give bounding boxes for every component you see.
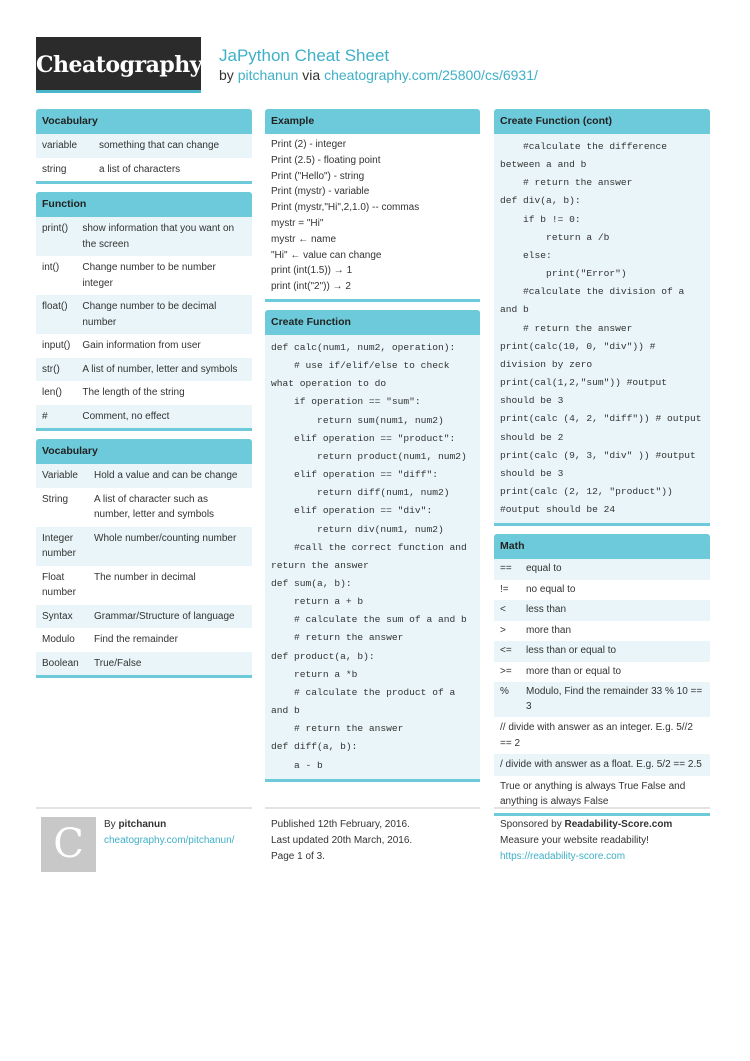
table-row [494,662,710,683]
example-line: print (int(1.5)) → 1 [271,265,353,277]
math-section [494,534,710,816]
example-line: Print (mystr,"Hi",2,1.0) -- commas [271,202,420,214]
code-line: #calculate the division of a [500,286,685,298]
note: / divide with answer as a float. E.g. 5/2 == 2.5 [494,754,710,776]
code-line: return product(num1, num2) [271,450,467,462]
example-line: "Hi" ← value can change [271,249,382,261]
vocabulary-section [36,109,252,184]
meaning: more than [526,624,572,636]
table-row [36,256,252,295]
term: # [36,405,76,429]
sponsor-info [500,817,672,865]
definition: Comment, no effect [76,405,252,429]
footer-sponsor [494,807,710,872]
table-row [494,580,710,601]
code-line: def product(a, b): [271,650,375,662]
code-line: a - b [271,759,323,771]
example-list [265,134,480,299]
meaning: more than or equal to [526,665,622,677]
code-line: else: [500,249,552,261]
code-line: and b [271,705,300,717]
column-2 [265,109,480,790]
example-line: mystr = "Hi" [271,217,324,229]
table-row [36,527,252,566]
code-line: if b != 0: [500,213,581,225]
by-label: by [219,67,234,83]
term: Syntax [36,605,88,629]
footer-dates [265,807,480,872]
vocabulary-table-2 [36,464,252,675]
function-table [36,217,252,428]
table-row [494,600,710,621]
code-line: return diff(num1, num2) [271,487,450,499]
table-row [36,295,252,334]
table-row [36,652,252,676]
note: True or anything is always True False and anything is always False [500,780,686,808]
code-line: between a and b [500,159,587,171]
definition: A list of character such as number, letter and symbols [94,493,215,520]
code-line: # return the answer [500,322,633,334]
meaning: equal to [520,559,710,580]
term: print() [36,217,76,256]
table-row [494,717,710,754]
term: Float number [42,571,76,598]
sheet-url-link[interactable]: cheatography.com/25800/cs/6931/ [324,67,538,83]
updated-date: Last updated 20th March, 2016. [271,835,413,846]
operator: < [494,600,520,621]
create-function-section [265,310,480,782]
sponsor-tagline: Measure your website readability! [500,835,649,846]
code-line: #calculate the difference [500,141,667,152]
code-line: #output should be 24 [500,504,616,516]
code-line: print(calc (9, 3, "div" )) #output [500,449,696,461]
note: // divide with answer as an integer. E.g. 5//2 == 2 [500,722,693,749]
table-row [494,559,710,580]
sponsor-name[interactable]: Readability-Score.com [564,819,673,830]
definition: The number in decimal [94,571,196,583]
table-row [494,621,710,642]
definition: The length of the string [82,387,185,398]
code-line: elif operation == "diff": [271,469,438,481]
publish-info [271,817,412,865]
table-row [36,464,252,488]
table-row [494,682,710,717]
code-block [265,335,480,779]
table-row [36,381,252,405]
code-line: # return the answer [500,177,633,189]
section-header: Create Function (cont) [494,109,710,134]
code-line: print(calc(10, 0, "div")) # [500,340,656,352]
code-line: should be 2 [500,431,564,443]
example-line: Print ("Hello") - string [271,170,365,182]
code-line: return a + b [271,596,364,608]
definition: A list of number, letter and symbols [76,358,252,382]
code-line: and b [500,304,529,316]
via-label: via [302,67,321,83]
code-line: print(calc (4, 2, "diff")) # output [500,413,702,425]
create-function-cont-section [494,109,710,526]
published-date: Published 12th February, 2016. [271,819,410,830]
definition: True/False [88,652,252,676]
table-row [36,334,252,358]
operator: != [500,583,509,595]
code-block [494,134,710,523]
math-table [494,559,710,813]
table-row [36,566,252,605]
code-line: # calculate the product of a [271,686,456,698]
code-line: def sum(a, b): [271,578,352,589]
page-title: JaPython Cheat Sheet [219,46,390,65]
function-section [36,192,252,431]
table-row [36,488,252,527]
term: string [42,163,67,175]
definition: Whole number/counting number [88,527,252,566]
code-line: print("Error") [500,268,627,280]
term: float() [36,295,76,334]
code-line: if operation == "sum": [271,396,421,408]
definition: a list of characters [99,163,181,175]
sponsor-link[interactable]: https://readability-score.com [500,851,626,862]
code-line: should be 3 [500,467,564,479]
code-line: print(calc (2, 12, "product")) [500,485,673,497]
section-header: Example [265,109,480,134]
code-line: what operation to do [271,378,387,390]
section-header: Create Function [265,310,480,335]
code-line: return a /b [500,231,610,243]
table-row [36,405,252,429]
term: String [42,493,69,505]
byline [219,67,538,83]
code-line: def calc(num1, num2, operation): [271,341,456,353]
by-label: By [104,819,116,830]
code-line: return a *b [271,668,358,680]
meaning: no equal to [526,583,576,595]
example-line: Print (mystr) - variable [271,186,370,198]
code-line: division by zero [500,358,593,370]
definition: Change number to be number integer [82,262,216,289]
term: input() [42,340,71,351]
example-line: mystr ← name [271,233,337,245]
example-line: print (int("2")) → 2 [271,281,351,293]
cheatography-logo[interactable]: Cheatography [36,37,201,93]
definition: Change number to be decimal number [76,295,252,334]
table-row [494,641,710,662]
code-line: # use if/elif/else to check [271,360,450,372]
definition: Gain information from user [82,340,201,351]
code-line: return sum(num1, num2) [271,414,444,426]
code-line: elif operation == "div": [271,505,433,517]
definition: Find the remainder [94,634,178,645]
author-info [104,817,234,849]
code-line: # return the answer [271,723,404,735]
operator: <= [494,641,520,662]
avatar: C [41,817,96,872]
definition: Hold a value and can be change [88,464,252,488]
vocabulary-table [36,134,252,181]
table-row [36,358,252,382]
operator: == [494,559,520,580]
term: Boolean [36,652,88,676]
code-line: # calculate the sum of a and b [271,614,467,626]
table-row [36,628,252,652]
author-link[interactable]: pitchanun [237,67,299,83]
table-row [36,158,252,182]
code-line: # return the answer [271,632,404,644]
example-section [265,109,480,302]
author-name[interactable]: pitchanun [118,819,167,830]
sponsor-prefix: Sponsored by [500,819,562,830]
code-line: return div(num1, num2) [271,523,444,535]
code-line: def div(a, b): [500,195,581,207]
code-line: elif operation == "product": [271,432,456,444]
term: Modulo [42,634,75,645]
definition: something that can change [93,134,252,158]
definition: Grammar/Structure of language [88,605,252,629]
definition: show information that you want on the screen [76,217,252,256]
code-line: should be 3 [500,395,564,407]
column-3 [494,109,710,824]
footer-author [36,807,252,872]
author-profile-link[interactable]: cheatography.com/pitchanun/ [104,835,235,846]
table-row [494,754,710,776]
section-header: Function [36,192,252,217]
meaning: less than [520,600,710,621]
vocabulary-section-2 [36,439,252,678]
code-line: def diff(a, b): [271,741,358,753]
column-1 [36,109,252,686]
code-line: return the answer [271,559,369,571]
term: variable [36,134,93,158]
term: Variable [36,464,88,488]
operator: % [494,682,520,717]
code-line: print(cal(1,2,"sum")) #output [500,377,667,389]
meaning: Modulo, Find the remainder 33 % 10 == 3 [520,682,710,717]
section-header: Math [494,534,710,559]
term: str() [36,358,76,382]
table-row [36,217,252,256]
table-row [36,605,252,629]
code-line: #call the correct function and [271,541,467,553]
example-line: Print (2) - integer [271,139,347,150]
term: Integer number [36,527,88,566]
operator: >= [500,665,512,677]
operator: > [500,624,506,636]
table-row [36,134,252,158]
term: len() [42,387,63,398]
example-line: Print (2.5) - floating point [271,154,381,166]
meaning: less than or equal to [520,641,710,662]
term: int() [42,262,60,273]
section-header: Vocabulary [36,439,252,464]
section-header: Vocabulary [36,109,252,134]
page-number: Page 1 of 3. [271,851,325,862]
